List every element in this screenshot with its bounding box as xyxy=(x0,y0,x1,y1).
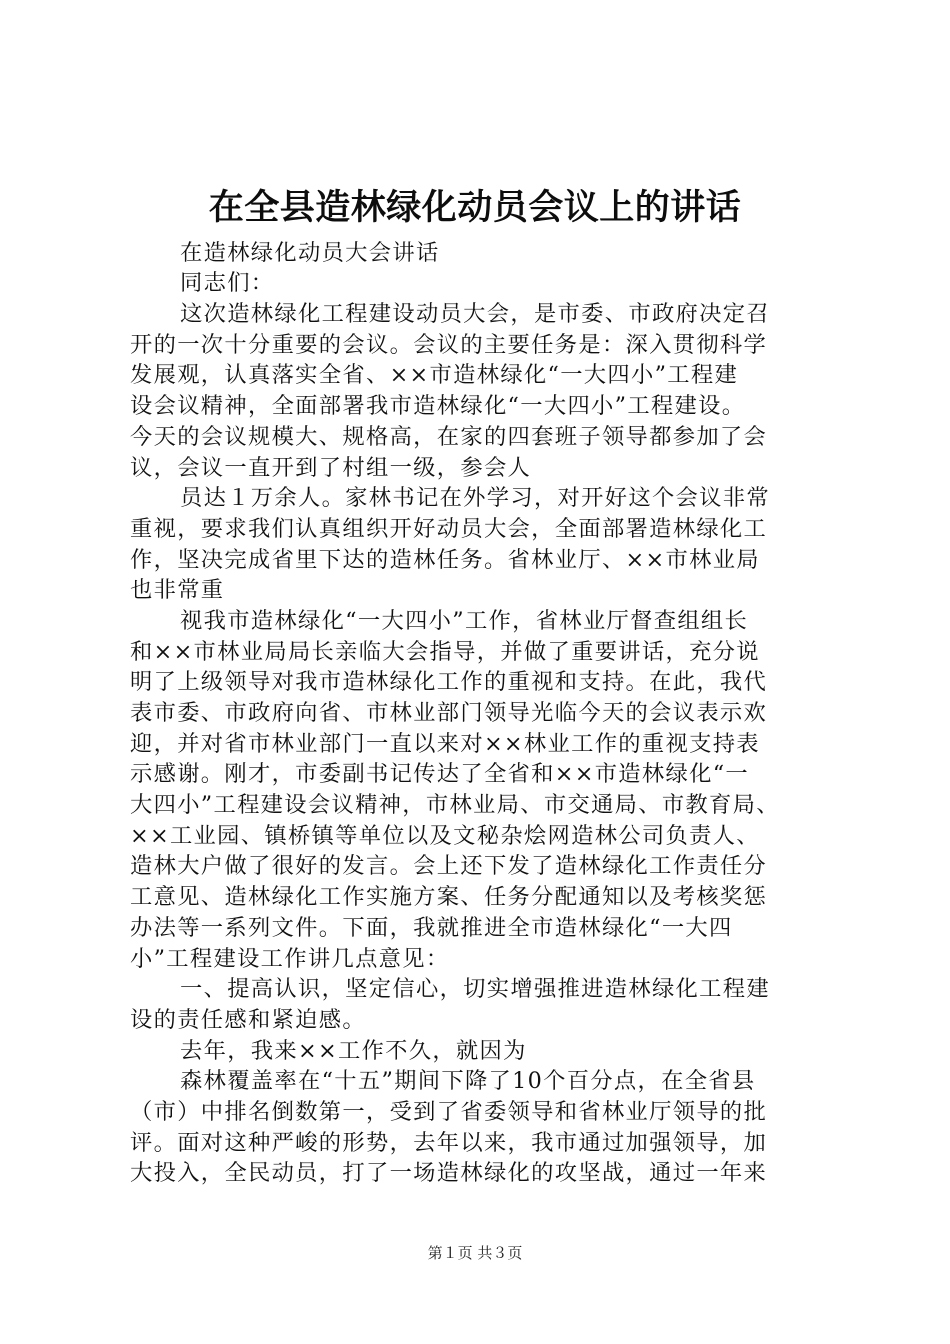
text-line: 小”工程建设工作讲几点意见： xyxy=(130,945,450,972)
text-line: 大四小”工程建设会议精神，市林业局、市交通局、市教育局、 xyxy=(130,792,780,819)
document-body xyxy=(130,207,830,1189)
text-line: 也非常重 xyxy=(130,577,225,604)
text-line: （市）中排名倒数第一，受到了省委领导和省林业厅领导的批 xyxy=(130,1098,768,1125)
text-line: 议，会议一直开到了村组一级，参会人 xyxy=(130,454,532,481)
text-line: 造林大户做了很好的发言。会上还下发了造林绿化工作责任分 xyxy=(130,853,768,880)
text-line: 这次造林绿化工程建设动员大会，是市委、市政府决定召 xyxy=(180,301,770,328)
text-line: 明了上级领导对我市造林绿化工作的重视和支持。在此，我代 xyxy=(130,669,768,696)
title-spacer xyxy=(130,207,830,238)
text-line: 工意见、造林绿化工作实施方案、任务分配通知以及考核奖惩 xyxy=(130,884,768,911)
text-line: ××工业园、镇桥镇等单位以及文秘杂烩网造林公司负责人、 xyxy=(130,822,760,849)
text-line: 在造林绿化动员大会讲话 xyxy=(180,239,440,266)
text-line: 大投入，全民动员，打了一场造林绿化的攻坚战，通过一年来 xyxy=(130,1160,768,1187)
text-line: 和××市林业局局长亲临大会指导，并做了重要讲话，充分说 xyxy=(130,638,760,665)
text-line: 今天的会议规模大、规格高，在家的四套班子领导都参加了会 xyxy=(130,423,768,450)
text-line: 一、提高认识，坚定信心，切实增强推进造林绿化工程建 xyxy=(180,976,770,1003)
text-line: 评。面对这种严峻的形势，去年以来，我市通过加强领导，加 xyxy=(130,1129,768,1156)
text-line: 视我市造林绿化“一大四小”工作，省林业厅督查组组长 xyxy=(180,607,749,634)
text-line: 员达１万余人。家林书记在外学习，对开好这个会议非常 xyxy=(180,485,770,512)
text-line: 同志们： xyxy=(180,270,275,297)
text-line: 开的一次十分重要的会议。会议的主要任务是：深入贯彻科学 xyxy=(130,331,768,358)
text-line: 设会议精神，全面部署我市造林绿化“一大四小”工程建设。 xyxy=(130,393,746,420)
text-line: 迎，并对省市林业部门一直以来对××林业工作的重视支持表 xyxy=(130,730,760,757)
text-line: 去年，我来××工作不久，就因为 xyxy=(180,1037,527,1064)
text-line: 示感谢。刚才，市委副书记传达了全省和××市造林绿化“一 xyxy=(130,761,749,788)
page-footer: 第１页 共３页 xyxy=(427,1244,523,1262)
text-line: 作，坚决完成省里下达的造林任务。省林业厅、××市林业局 xyxy=(130,546,760,573)
text-line: 办法等一系列文件。下面，我就推进全市造林绿化“一大四 xyxy=(130,914,733,941)
text-line: 发展观，认真落实全省、××市造林绿化“一大四小”工程建 xyxy=(130,362,739,389)
text-line: 表市委、市政府向省、市林业部门领导光临今天的会议表示欢 xyxy=(130,700,768,726)
text-line: 重视，要求我们认真组织开好动员大会，全面部署造林绿化工 xyxy=(130,515,768,542)
text-line: 设的责任感和紧迫感。 xyxy=(130,1006,366,1033)
document-title: 在全县造林绿化动员会议上的讲话 xyxy=(208,188,742,228)
text-line: 森林覆盖率在“十五”期间下降了10个百分点，在全省县 xyxy=(180,1068,756,1095)
